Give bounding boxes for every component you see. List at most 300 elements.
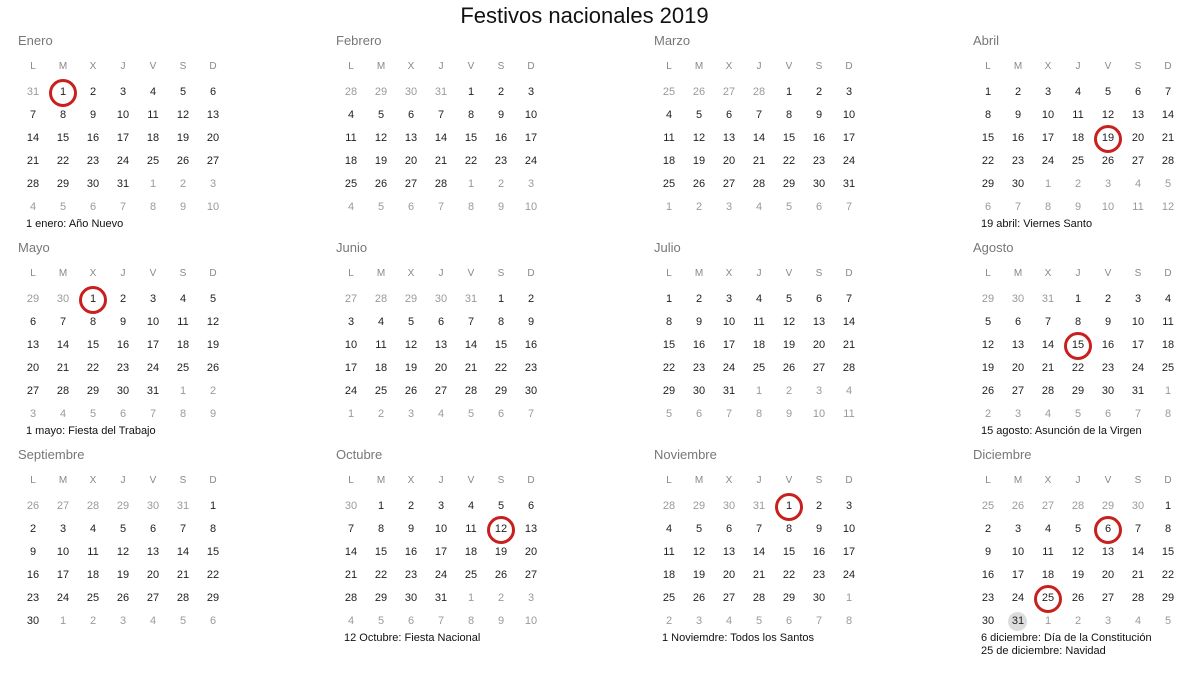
holiday-day: 12 (486, 518, 516, 541)
day-cell: 28 (26, 178, 40, 190)
day-cell: 29 (692, 500, 706, 512)
day-cell: 31 (26, 86, 40, 98)
day-cell: 11 (753, 316, 765, 328)
day-cell: 26 (206, 362, 220, 374)
day-cell: 8 (1074, 316, 1082, 328)
day-cell: 5 (179, 615, 187, 627)
weekday-label: M (694, 475, 704, 486)
day-cell: 21 (56, 362, 70, 374)
day-cell: 25 (662, 178, 676, 190)
day-cell: 27 (434, 385, 448, 397)
day-cell: 24 (116, 155, 130, 167)
day-cell: 30 (692, 385, 706, 397)
day-cell: 21 (752, 569, 766, 581)
day-cell: 15 (494, 339, 508, 351)
day-cell: 24 (722, 362, 736, 374)
day-cell: 27 (1011, 385, 1025, 397)
day-cell: 8 (1164, 523, 1172, 535)
day-cell: 18 (176, 339, 190, 351)
day-cell: 6 (209, 86, 217, 98)
day-cell: 22 (494, 362, 508, 374)
day-cell: 5 (497, 500, 505, 512)
month-name: Octubre (336, 447, 383, 462)
day-cell: 23 (116, 362, 130, 374)
weekday-label: L (348, 475, 354, 486)
day-cell: 6 (89, 201, 97, 213)
month-name: Febrero (336, 33, 382, 48)
day-cell: 2 (695, 201, 703, 213)
day-cell: 4 (149, 615, 157, 627)
day-cell: 8 (845, 615, 853, 627)
day-cell: 10 (1011, 546, 1025, 558)
day-cell: 6 (785, 615, 793, 627)
weekday-header (18, 475, 228, 486)
weekday-label: S (1134, 475, 1142, 486)
day-cell: 16 (1101, 339, 1115, 351)
month-abril (973, 33, 1193, 238)
day-cell: 16 (1011, 132, 1025, 144)
day-cell: 1 (755, 385, 763, 397)
day-cell: 4 (347, 615, 355, 627)
weekday-label: S (815, 268, 823, 279)
day-cell: 1 (665, 293, 673, 305)
day-cell: 24 (1041, 155, 1055, 167)
weekday-header (18, 61, 228, 72)
day-cell: 28 (464, 385, 478, 397)
month-julio (654, 240, 874, 445)
day-cell: 13 (146, 546, 160, 558)
weekday-label: V (467, 475, 475, 486)
day-cell: 23 (1011, 155, 1025, 167)
day-cell: 1 (467, 86, 475, 98)
day-cell: 26 (1101, 155, 1115, 167)
day-cell: 17 (722, 339, 736, 351)
day-cell: 6 (407, 201, 415, 213)
day-cell: 24 (146, 362, 160, 374)
holiday-note: 1 mayo: Fiesta del Trabajo (26, 425, 156, 437)
day-cell: 14 (752, 546, 766, 558)
day-cell: 19 (494, 546, 508, 558)
day-cell: 5 (1074, 523, 1082, 535)
day-cell: 15 (206, 546, 220, 558)
day-cell: 19 (404, 362, 418, 374)
weekday-label: X (725, 61, 733, 72)
month-name: Septiembre (18, 447, 85, 462)
weekday-label: X (725, 268, 733, 279)
day-cell: 8 (179, 408, 187, 420)
day-cell: 22 (1161, 569, 1175, 581)
weekday-label: M (376, 61, 386, 72)
day-cell: 7 (1044, 316, 1052, 328)
day-cell: 16 (812, 132, 826, 144)
holiday-note: 15 agosto: Asunción de la Virgen (981, 425, 1142, 437)
day-cell: 6 (437, 316, 445, 328)
weekday-label: J (756, 475, 762, 486)
day-cell: 27 (344, 293, 358, 305)
weekday-label: S (497, 61, 505, 72)
day-cell: 2 (815, 500, 823, 512)
day-cell: 4 (437, 408, 445, 420)
day-grid (18, 288, 228, 426)
weekday-label: S (179, 61, 187, 72)
day-cell: 8 (665, 316, 673, 328)
holiday-day: 25 (1033, 587, 1063, 610)
day-cell: 25 (1071, 155, 1085, 167)
day-cell: 1 (785, 86, 793, 98)
day-cell: 6 (695, 408, 703, 420)
day-cell: 31 (116, 178, 130, 190)
day-cell: 9 (407, 523, 415, 535)
day-cell: 19 (1071, 569, 1085, 581)
day-cell: 1 (209, 500, 217, 512)
day-cell: 7 (1134, 408, 1142, 420)
day-cell: 10 (56, 546, 70, 558)
weekday-label: M (1013, 475, 1023, 486)
day-cell: 8 (785, 109, 793, 121)
day-cell: 11 (843, 408, 855, 420)
day-cell: 3 (1014, 408, 1022, 420)
day-cell: 4 (1134, 178, 1142, 190)
day-cell: 23 (812, 155, 826, 167)
day-cell: 30 (146, 500, 160, 512)
day-cell: 17 (56, 569, 70, 581)
day-cell: 3 (725, 201, 733, 213)
day-cell: 26 (404, 385, 418, 397)
day-cell: 3 (1014, 523, 1022, 535)
day-cell: 7 (119, 201, 127, 213)
day-cell: 1 (149, 178, 157, 190)
day-cell: 16 (116, 339, 130, 351)
day-cell: 9 (1104, 316, 1112, 328)
day-cell: 20 (1131, 132, 1145, 144)
day-cell: 28 (752, 592, 766, 604)
weekday-header (336, 61, 546, 72)
day-cell: 9 (89, 109, 97, 121)
day-cell: 30 (404, 592, 418, 604)
day-cell: 14 (842, 316, 856, 328)
day-cell: 17 (1131, 339, 1145, 351)
day-cell: 22 (662, 362, 676, 374)
day-cell: 6 (119, 408, 127, 420)
day-cell: 25 (752, 362, 766, 374)
day-cell: 27 (524, 569, 538, 581)
day-cell: 5 (377, 615, 385, 627)
day-cell: 20 (404, 155, 418, 167)
day-cell: 5 (377, 201, 385, 213)
day-cell: 3 (149, 293, 157, 305)
day-cell: 4 (845, 385, 853, 397)
day-cell: 31 (434, 86, 448, 98)
day-cell: 20 (524, 546, 538, 558)
holiday-note: 1 Noviemdre: Todos los Santos (662, 632, 815, 644)
day-cell: 28 (56, 385, 70, 397)
day-cell: 8 (755, 408, 763, 420)
day-cell: 2 (497, 86, 505, 98)
day-cell: 14 (56, 339, 70, 351)
day-cell: 10 (146, 316, 160, 328)
day-cell: 29 (662, 385, 676, 397)
day-cell: 3 (119, 615, 127, 627)
day-cell: 15 (464, 132, 478, 144)
day-cell: 21 (26, 155, 40, 167)
day-grid (18, 495, 228, 633)
day-cell: 2 (984, 523, 992, 535)
day-cell: 25 (344, 178, 358, 190)
day-grid (18, 81, 228, 219)
day-cell: 21 (1041, 362, 1055, 374)
day-cell: 6 (725, 523, 733, 535)
weekday-label: X (1044, 475, 1052, 486)
day-cell: 3 (59, 523, 67, 535)
day-cell: 2 (497, 592, 505, 604)
day-cell: 28 (344, 86, 358, 98)
day-cell: 15 (782, 132, 796, 144)
day-cell: 14 (1041, 339, 1055, 351)
day-cell: 9 (785, 408, 793, 420)
day-cell: 28 (662, 500, 676, 512)
day-cell: 6 (1104, 408, 1112, 420)
day-cell: 8 (149, 201, 157, 213)
month-mayo (18, 240, 238, 445)
day-cell: 18 (344, 155, 358, 167)
day-cell: 6 (407, 109, 415, 121)
day-cell: 14 (1161, 109, 1175, 121)
day-cell: 11 (345, 132, 357, 144)
day-cell: 28 (1131, 592, 1145, 604)
day-cell: 19 (176, 132, 190, 144)
day-cell: 10 (434, 523, 448, 535)
day-cell: 10 (524, 201, 538, 213)
day-cell: 29 (86, 385, 100, 397)
weekday-label: D (1164, 268, 1172, 279)
day-cell: 17 (524, 132, 538, 144)
day-cell: 17 (146, 339, 160, 351)
holiday-note: 1 enero: Año Nuevo (26, 218, 124, 230)
holiday-day: 19 (1093, 127, 1123, 150)
day-cell: 9 (29, 546, 37, 558)
day-cell: 6 (497, 408, 505, 420)
day-cell: 28 (1161, 155, 1175, 167)
month-agosto (973, 240, 1193, 445)
weekday-label: X (407, 268, 415, 279)
day-cell: 28 (1041, 385, 1055, 397)
day-cell: 7 (725, 408, 733, 420)
day-cell: 11 (663, 132, 675, 144)
day-cell: 30 (524, 385, 538, 397)
day-cell: 11 (1072, 109, 1084, 121)
weekday-label: L (30, 475, 36, 486)
day-cell: 30 (404, 86, 418, 98)
day-cell: 9 (1074, 201, 1082, 213)
day-cell: 2 (665, 615, 673, 627)
day-cell: 18 (752, 339, 766, 351)
weekday-label: M (58, 475, 68, 486)
weekday-label: X (1044, 61, 1052, 72)
day-cell: 19 (206, 339, 220, 351)
day-cell: 2 (785, 385, 793, 397)
day-cell: 12 (1101, 109, 1115, 121)
day-cell: 4 (725, 615, 733, 627)
day-cell: 16 (524, 339, 538, 351)
day-cell: 13 (26, 339, 40, 351)
day-cell: 6 (1134, 86, 1142, 98)
day-cell: 7 (149, 408, 157, 420)
day-cell: 23 (524, 362, 538, 374)
day-cell: 5 (755, 615, 763, 627)
day-cell: 22 (782, 569, 796, 581)
day-cell: 28 (434, 178, 448, 190)
day-cell: 21 (176, 569, 190, 581)
holiday-note: 19 abril: Viernes Santo (981, 218, 1093, 230)
day-cell: 26 (1071, 592, 1085, 604)
day-grid (336, 81, 546, 219)
day-cell: 2 (815, 86, 823, 98)
day-cell: 12 (1071, 546, 1085, 558)
day-cell: 24 (842, 569, 856, 581)
day-cell: 12 (692, 546, 706, 558)
day-cell: 5 (59, 201, 67, 213)
weekday-label: D (845, 268, 853, 279)
weekday-label: V (149, 268, 157, 279)
weekday-label: V (467, 61, 475, 72)
day-cell: 26 (981, 385, 995, 397)
day-cell: 31 (752, 500, 766, 512)
day-cell: 27 (812, 362, 826, 374)
day-cell: 1 (347, 408, 355, 420)
weekday-label: S (815, 475, 823, 486)
day-cell: 31 (842, 178, 856, 190)
day-cell: 6 (29, 316, 37, 328)
weekday-label: M (1013, 61, 1023, 72)
day-cell: 3 (1104, 178, 1112, 190)
day-cell: 2 (1104, 293, 1112, 305)
day-cell: 9 (1014, 109, 1022, 121)
day-cell: 20 (26, 362, 40, 374)
day-cell: 4 (377, 316, 385, 328)
day-cell: 26 (494, 569, 508, 581)
day-cell: 10 (344, 339, 358, 351)
weekday-label: J (120, 268, 126, 279)
day-cell: 8 (785, 523, 793, 535)
day-cell: 9 (527, 316, 535, 328)
day-cell: 9 (984, 546, 992, 558)
day-cell: 21 (1131, 569, 1145, 581)
day-cell: 6 (209, 615, 217, 627)
day-cell: 31 (722, 385, 736, 397)
weekday-label: S (179, 268, 187, 279)
day-cell: 26 (1011, 500, 1025, 512)
day-cell: 19 (981, 362, 995, 374)
day-cell: 4 (1074, 86, 1082, 98)
day-cell: 20 (812, 339, 826, 351)
day-cell: 7 (1134, 523, 1142, 535)
day-cell: 31 (1003, 610, 1033, 633)
day-grid (973, 288, 1183, 426)
day-cell: 25 (981, 500, 995, 512)
weekday-label: X (725, 475, 733, 486)
day-cell: 19 (692, 155, 706, 167)
day-cell: 16 (404, 546, 418, 558)
day-cell: 22 (1071, 362, 1085, 374)
day-cell: 12 (981, 339, 995, 351)
month-name: Marzo (654, 33, 691, 48)
weekday-label: V (467, 268, 475, 279)
day-cell: 23 (1101, 362, 1115, 374)
weekday-label: J (438, 268, 444, 279)
day-cell: 2 (89, 615, 97, 627)
day-cell: 23 (494, 155, 508, 167)
weekday-label: S (179, 475, 187, 486)
day-cell: 9 (815, 523, 823, 535)
day-cell: 22 (782, 155, 796, 167)
weekday-header (336, 475, 546, 486)
day-cell: 8 (209, 523, 217, 535)
day-cell: 26 (26, 500, 40, 512)
weekday-label: X (407, 61, 415, 72)
day-cell: 13 (722, 132, 736, 144)
day-cell: 8 (1044, 201, 1052, 213)
day-cell: 2 (209, 385, 217, 397)
day-cell: 7 (755, 109, 763, 121)
day-cell: 20 (1011, 362, 1025, 374)
day-cell: 16 (692, 339, 706, 351)
day-cell: 21 (842, 339, 856, 351)
weekday-label: X (1044, 268, 1052, 279)
day-cell: 9 (497, 109, 505, 121)
weekday-label: V (785, 61, 793, 72)
day-cell: 31 (464, 293, 478, 305)
day-cell: 3 (1104, 615, 1112, 627)
day-cell: 27 (1131, 155, 1145, 167)
day-cell: 8 (1164, 408, 1172, 420)
day-cell: 23 (981, 592, 995, 604)
holiday-day: 6 (1093, 518, 1123, 541)
day-cell: 26 (692, 86, 706, 98)
day-cell: 4 (347, 109, 355, 121)
weekday-label: D (209, 268, 217, 279)
day-cell: 1 (1164, 500, 1172, 512)
day-cell: 1 (1044, 178, 1052, 190)
day-cell: 1 (377, 500, 385, 512)
day-cell: 31 (176, 500, 190, 512)
day-cell: 8 (467, 109, 475, 121)
day-cell: 4 (1164, 293, 1172, 305)
day-cell: 3 (1134, 293, 1142, 305)
day-cell: 18 (662, 569, 676, 581)
day-cell: 17 (344, 362, 358, 374)
day-cell: 31 (146, 385, 160, 397)
day-cell: 19 (374, 155, 388, 167)
day-cell: 5 (1164, 178, 1172, 190)
day-cell: 8 (467, 201, 475, 213)
day-cell: 28 (374, 293, 388, 305)
day-cell: 13 (1011, 339, 1025, 351)
day-cell: 15 (1161, 546, 1175, 558)
day-cell: 7 (437, 615, 445, 627)
day-cell: 3 (845, 500, 853, 512)
day-cell: 6 (407, 615, 415, 627)
day-cell: 13 (812, 316, 826, 328)
day-cell: 11 (465, 523, 477, 535)
day-cell: 2 (407, 500, 415, 512)
weekday-label: L (348, 268, 354, 279)
day-cell: 23 (692, 362, 706, 374)
day-cell: 17 (1011, 569, 1025, 581)
day-grid (973, 495, 1183, 633)
day-cell: 30 (1011, 178, 1025, 190)
day-cell: 17 (1041, 132, 1055, 144)
day-cell: 4 (59, 408, 67, 420)
